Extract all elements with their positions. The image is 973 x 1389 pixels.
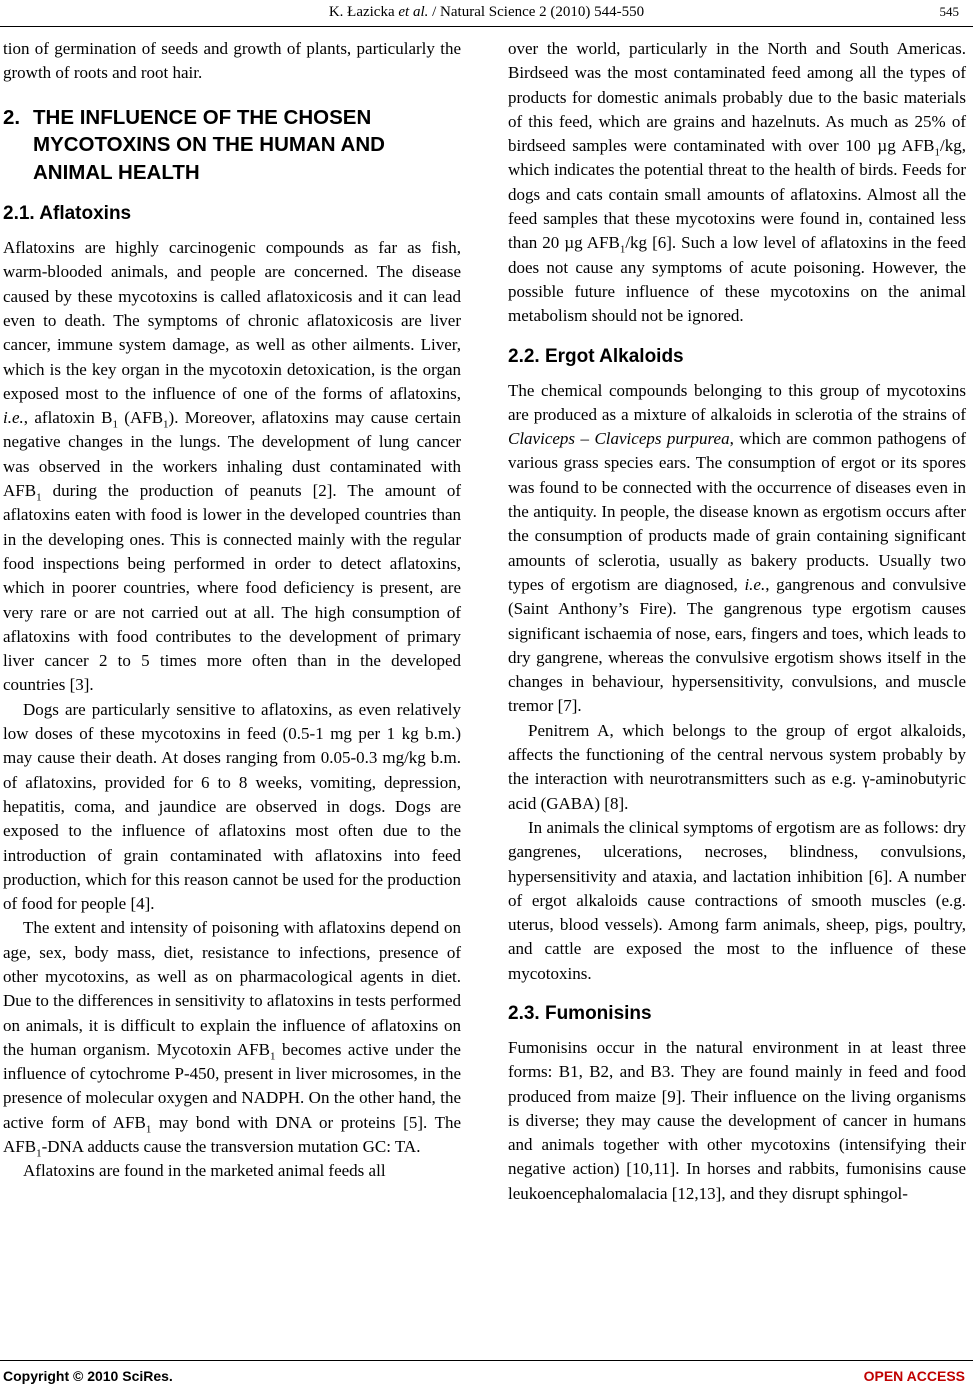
subsection-2-2-heading: 2.2. Ergot Alkaloids [508,345,684,367]
ergot-paragraph-2: Penitrem A, which belongs to the group of ergot alkaloids, affects the functioning of the central nervous system probably by the interaction with neurotransmitters such as e.g. γ-aminobutyric acid (GABA) [8]. [508,720,966,813]
page-header [0,0,973,28]
section-2-number: 2. [3,105,21,129]
left-column [3,37,461,1184]
section-2-heading [3,104,461,187]
running-head-journal: / Natural Science 2 (2010) 544-550 [428,4,645,20]
page-number: 545 [939,4,959,19]
aflatoxins-paragraph-3: The extent and intensity of poisoning with aflatoxins depend on age, sex, body mass, diet, resistance to infections, presence of other mycotoxins, as well as on pharmacological agents in diet. Due to the differences in sensitivity to aflatoxins in tests performed on animals, it is difficult to explain the influence of aflatoxins on the human organism. Mycotoxin $AFB_1$ becomes active under the influence of cytochrome P-450, present in liver microsomes, in the presence of molecular oxygen and NADPH. On the other hand, the active form of $AFB_1$ may bond with DNA or proteins [5]. The $AFB_1$-DNA adducts cause the transversion mutation GC: TA. [3,918,462,1160]
aflatoxins-feed-paragraph: over the world, particularly in the North and South Americas. Birdseed was the most contaminated feed among all the types of products for domestic animals probably due to the basic materials of this feed, which are grains and hazelnuts. As much as 25% of birdseed samples were contaminated with over 100 µg $AFB_1/kg$, which indicates the potential threat to the health of birds. Feeds for dogs and cats contain small amounts of aflatoxins. Almost all the feed samples that these mycotoxins were found in, contained less than 20 µg $AFB_1/kg$ [6]. Such a low level of aflatoxins in the feed does not cause any symptoms of acute poisoning. However, the possible future influence of these mycotoxins on the animal metabolism should not be ignored. [508,39,966,326]
header-rule [0,26,973,27]
footer-rule [0,1360,973,1361]
fumonisins-paragraph: Fumonisins occur in the natural environment in at least three forms: B1, B2, and B3. They are found mainly in feed and food produced from maize [9]. Their influence on the living organisms is diverse; they may cause the development of cancer in humans and animals together with other mycotoxins (intensifying their negative action) [10,11]. In horses and rabbits, fumonisins cause leukoencephalomalacia [12,13], and they disrupt sphingol- [508,1037,966,1203]
copyright-notice: Copyright © 2010 SciRes. [3,1368,173,1384]
aflatoxins-paragraph-4: Aflatoxins are found in the marketed animal feeds all [23,1161,386,1181]
running-head [0,4,973,21]
subsection-2-3-heading: 2.3. Fumonisins [508,1002,652,1024]
ergot-paragraph-3: In animals the clinical symptoms of ergotism are as follows: dry gangrenes, ulcerations, necroses, blindness, convulsions, hypersensitivity and ataxia, and lactation inhibition [6]. A number of ergot alkaloids cause contractions of smooth muscles (e.g. uterus, blood vessels). Among farm animals, sheep, pigs, poultry, and cattle are exposed the most to the influence of these mycotoxins. [508,817,966,983]
running-head-etal: et al. [398,4,429,20]
open-access-label: OPEN ACCESS [863,1368,965,1384]
subsection-2-1-heading: 2.1. Aflatoxins [3,203,132,225]
running-head-authors: K. Łazicka [328,4,399,20]
section-2-title: THE INFLUENCE OF THE CHOSEN MYCOTOXINS ON THE HUMAN AND ANIMAL HEALTH [33,105,385,184]
aflatoxins-paragraph-1: Aflatoxins are highly carcinogenic compounds as far as fish, warm-blooded animals, and people are concerned. The disease caused by these mycotoxins is called aflatoxicosis and it can lead even to death. The symptoms of chronic aflatoxicosis are liver cancer, immune system damage, as well as other ailments. Liver, which is the key organ in the mycotoxin detoxication, is the organ exposed most to the influence of one of the forms of aflatoxins, i.e., aflatoxin $B_1$ $(AFB_1)$. Moreover, aflatoxins may cause certain negative changes in the lungs. The development of lung cancer was observed in the workers inhaling dust contaminated with $AFB_1$ during the production of peanuts [2]. The amount of aflatoxins eaten with food is lower in the developed countries than in the developing ones. This is connected mainly with the regular food inspections being performed in order to detect aflatoxins, which in poorer countries, where food deficiency is present, are very rare or are not carried out at all. The high consumption of aflatoxins with food contributes to the development of primary liver cancer 2 to 5 times more often than in the developed countries [3]. [3,238,462,695]
right-column [508,37,966,1206]
ergot-paragraph-1: The chemical compounds belonging to this group of mycotoxins are produced as a mixture of alkaloids in sclerotia of the strains of Claviceps – Claviceps purpurea, which are common pathogens of various grass species ears. The consumption of ergot or its spores was found to be connected with the occurrence of diseases even in the antiquity. In people, the disease known as ergotism occurs after the consumption of products made of grain containing significant amounts of sclerotia, usually as bakery products. Usually two types of ergotism are diagnosed, i.e., gangrenous and convulsive (Saint Anthony’s Fire). The gangrenous type ergotism causes significant ischaemia of nose, ears, fingers and toes, which leads to dry gangrene, whereas the convulsive ergotism shows itself in the changes in behaviour, hypersensitivity, convulsions, and muscle tremor [7]. [508,380,966,716]
aflatoxins-paragraph-2: Dogs are particularly sensitive to aflatoxins, as even relatively low doses of these mycotoxins in feed (0.5-1 mg per 1 kg b.m.) may cause their death. At doses ranging from 0.05-0.3 mg/kg b.m. of aflatoxins, provided for 6 to 8 weeks, vomiting, depression, hepatitis, coma, and jaundice are observed in dogs. Dogs are exposed to the influence of aflatoxins most often due to the introduction of grain contaminated with aflatoxins into feed production, which for this reason cannot be used for the production of food for people [4]. [3,699,461,914]
intro-continuation-paragraph: tion of germination of seeds and growth of plants, particularly the growth of roots and root hair. [3,39,461,83]
